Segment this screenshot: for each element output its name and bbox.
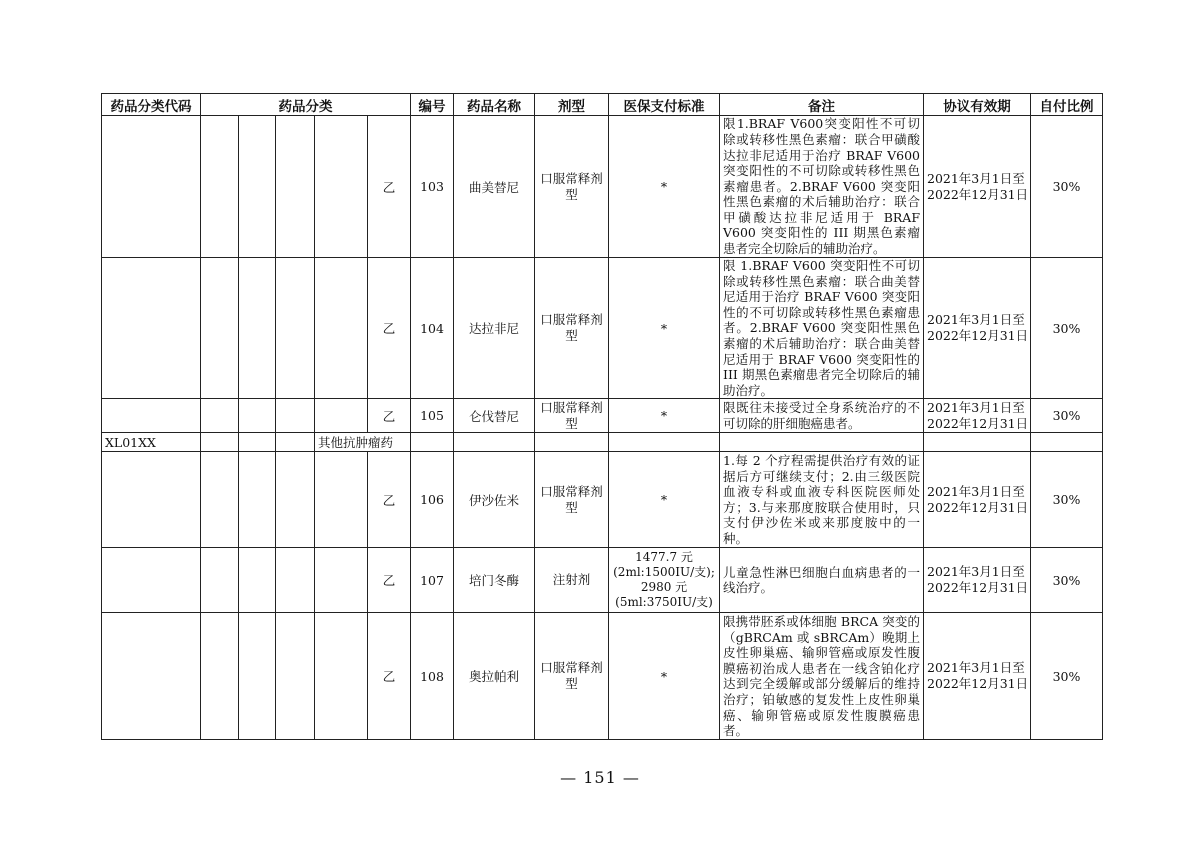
validity-cell: [924, 399, 1031, 433]
header-code: 药品分类代码: [102, 94, 201, 116]
category-row: [102, 433, 1103, 452]
drug-name-cell: 伊沙佐米: [454, 452, 535, 548]
notes-cell: 1.每 2 个疗程需提供治疗有效的证据后方可继续支付；2.由三级医院血液专科或血液专科医院医师处方；3.与来那度胺联合使用时，只支付伊沙佐米或来那度胺中的一种。: [720, 452, 924, 548]
validity-end: 2022年12月31日: [927, 580, 1029, 596]
dosage-form-cell: 注射剂: [535, 548, 609, 613]
payment-standard-cell: *: [609, 452, 720, 548]
dosage-form-cell: 口服常释剂型: [535, 452, 609, 548]
notes-cell: 儿童急性淋巴细胞白血病患者的一线治疗。: [720, 548, 924, 613]
payment-standard-cell: *: [609, 258, 720, 399]
table-row: [102, 548, 1103, 613]
price-line: (2ml:1500IU/支);: [613, 565, 715, 580]
validity-end: 2022年12月31日: [927, 328, 1029, 344]
table-header-row: [102, 94, 1103, 116]
payment-standard-cell: *: [609, 116, 720, 258]
validity-cell: [924, 116, 1031, 258]
class-cell: 乙: [368, 548, 411, 613]
category-code-cell: XL01XX: [102, 433, 201, 452]
self-pay-ratio-cell: 30%: [1031, 548, 1103, 613]
header-validity: 协议有效期: [924, 94, 1031, 116]
header-self-pay-ratio: 自付比例: [1031, 94, 1103, 116]
validity-cell: [924, 258, 1031, 399]
drug-name-cell: 达拉非尼: [454, 258, 535, 399]
drug-name-cell: 奥拉帕利: [454, 613, 535, 740]
header-number: 编号: [411, 94, 454, 116]
validity-end: 2022年12月31日: [927, 676, 1029, 692]
header-payment-standard: 医保支付标准: [609, 94, 720, 116]
table-row: [102, 116, 1103, 258]
self-pay-ratio-cell: 30%: [1031, 399, 1103, 433]
price-line: (5ml:3750IU/支): [615, 595, 713, 610]
class-cell: 乙: [368, 258, 411, 399]
code-cell: [102, 399, 201, 433]
code-cell: [102, 613, 201, 740]
payment-standard-cell: [609, 548, 720, 613]
drug-name-cell: 仑伐替尼: [454, 399, 535, 433]
self-pay-ratio-cell: 30%: [1031, 258, 1103, 399]
table-row: [102, 613, 1103, 740]
header-dosage-form: 剂型: [535, 94, 609, 116]
table-row: [102, 258, 1103, 399]
page-number: — 151 —: [560, 768, 640, 787]
table-row: [102, 399, 1103, 433]
number-cell: 106: [411, 452, 454, 548]
class-cell: 乙: [368, 399, 411, 433]
notes-cell: 限携带胚系或体细胞 BRCA 突变的（gBRCAm 或 sBRCAm）晚期上皮性卵巢癌、输卵管癌或原发性腹膜癌初治成人患者在一线含铂化疗达到完全缓解或部分缓解后的维持治疗；铂敏感的复发性上皮性卵巢癌、输卵管癌或原发性腹膜癌患者。: [720, 613, 924, 740]
drug-name-cell: 培门冬酶: [454, 548, 535, 613]
validity-end: 2022年12月31日: [927, 415, 1029, 431]
code-cell: [102, 548, 201, 613]
number-cell: 104: [411, 258, 454, 399]
header-notes: 备注: [720, 94, 924, 116]
validity-cell: [924, 452, 1031, 548]
price-line: 1477.7 元: [635, 550, 693, 565]
dosage-form-cell: 口服常释剂型: [535, 399, 609, 433]
validity-end: 2022年12月31日: [927, 186, 1029, 202]
code-cell: [102, 116, 201, 258]
validity-end: 2022年12月31日: [927, 499, 1029, 515]
number-cell: 105: [411, 399, 454, 433]
header-category: 药品分类: [201, 94, 411, 116]
dosage-form-cell: 口服常释剂型: [535, 258, 609, 399]
dosage-form-cell: 口服常释剂型: [535, 116, 609, 258]
price-line: 2980 元: [640, 580, 688, 595]
drug-name-cell: 曲美替尼: [454, 116, 535, 258]
code-cell: [102, 258, 201, 399]
header-name: 药品名称: [454, 94, 535, 116]
number-cell: 108: [411, 613, 454, 740]
class-cell: 乙: [368, 452, 411, 548]
validity-start: 2021年3月1日至: [927, 564, 1025, 580]
validity-start: 2021年3月1日至: [927, 170, 1025, 186]
table-row: [102, 452, 1103, 548]
category-name-cell: 其他抗肿瘤药: [315, 433, 411, 452]
validity-cell: [924, 613, 1031, 740]
number-cell: 107: [411, 548, 454, 613]
self-pay-ratio-cell: 30%: [1031, 116, 1103, 258]
notes-cell: 限1.BRAF V600突变阳性不可切除或转移性黑色素瘤：联合甲磺酸达拉非尼适用于治疗 BRAF V600 突变阳性的不可切除或转移性黑色素瘤患者。2.BRAF V600 突变阳性黑色素瘤的术后辅助治疗：联合甲磺酸达拉非尼适用于 BRAF V600 突变阳性的 III 期黑色素瘤患者完全切除后的辅助治疗。: [720, 116, 924, 258]
validity-start: 2021年3月1日至: [927, 399, 1025, 415]
notes-cell: 限既往未接受过全身系统治疗的不可切除的肝细胞癌患者。: [720, 399, 924, 433]
drug-list-table: [101, 93, 1103, 740]
validity-start: 2021年3月1日至: [927, 660, 1025, 676]
code-cell: [102, 452, 201, 548]
class-cell: 乙: [368, 613, 411, 740]
dosage-form-cell: 口服常释剂型: [535, 613, 609, 740]
number-cell: 103: [411, 116, 454, 258]
validity-start: 2021年3月1日至: [927, 312, 1025, 328]
self-pay-ratio-cell: 30%: [1031, 613, 1103, 740]
validity-start: 2021年3月1日至: [927, 483, 1025, 499]
class-cell: 乙: [368, 116, 411, 258]
validity-cell: [924, 548, 1031, 613]
payment-standard-cell: *: [609, 399, 720, 433]
notes-cell: 限 1.BRAF V600 突变阳性不可切除或转移性黑色素瘤：联合曲美替尼适用于治疗 BRAF V600 突变阳性的不可切除或转移性黑色素瘤患者。2.BRAF V600 突变阳性黑色素瘤的术后辅助治疗：联合曲美替尼适用于 BRAF V600 突变阳性的 III 期黑色素瘤患者完全切除后的辅助治疗。: [720, 258, 924, 399]
payment-standard-cell: *: [609, 613, 720, 740]
self-pay-ratio-cell: 30%: [1031, 452, 1103, 548]
